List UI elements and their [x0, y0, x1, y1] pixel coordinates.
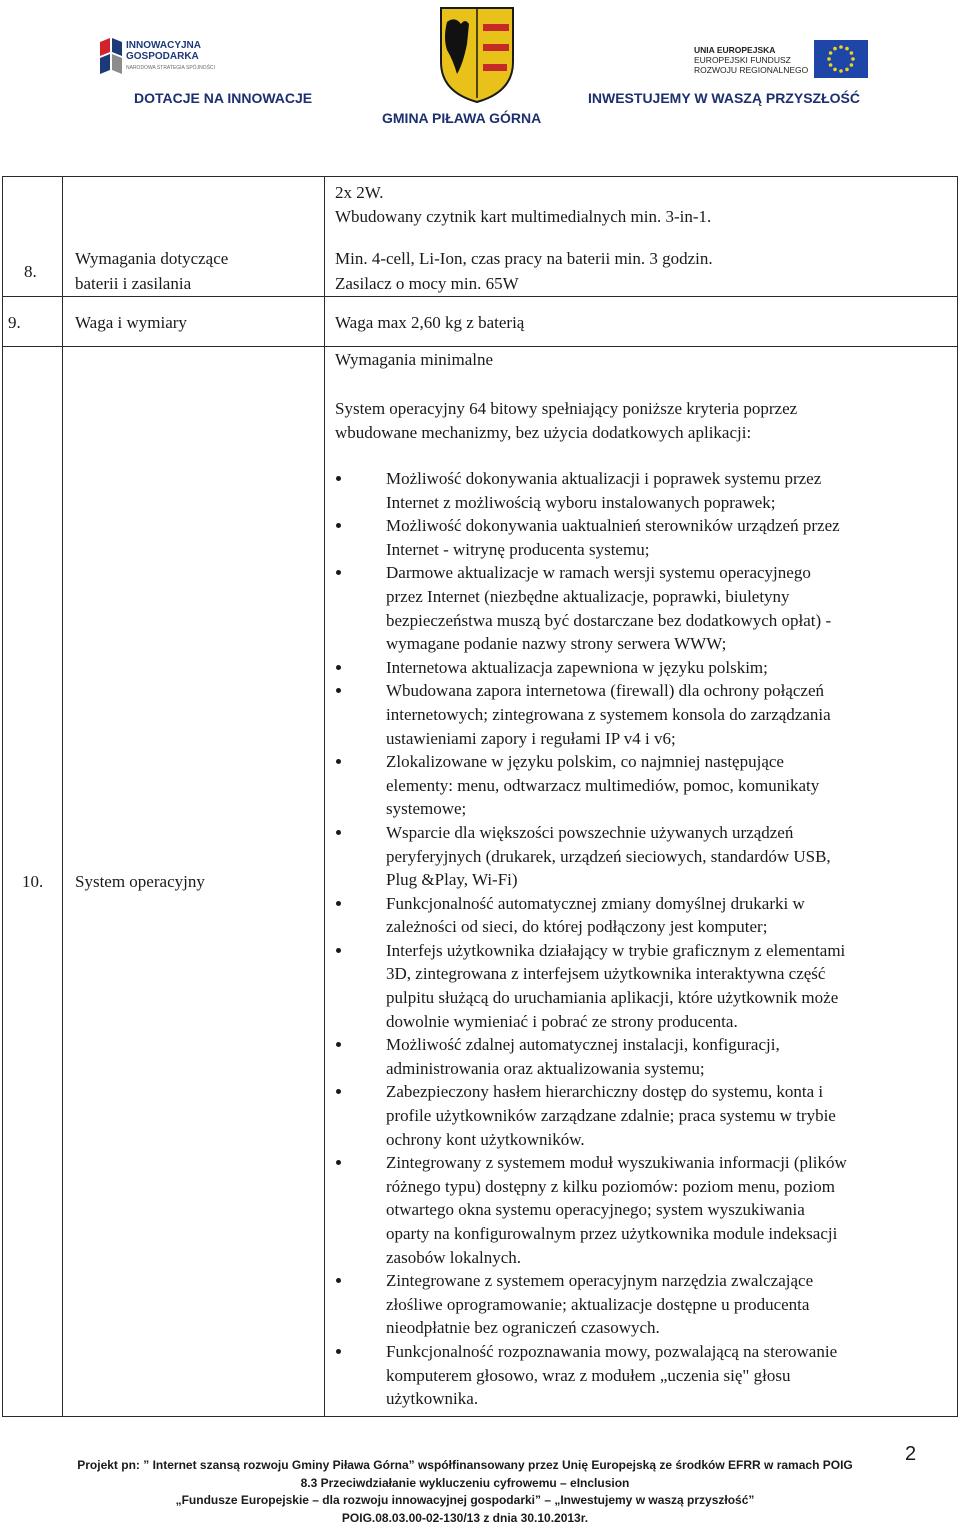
- requirement-text-line: Zabezpieczony hasłem hierarchiczny dostęp do systemu, konta i: [386, 1082, 824, 1102]
- row8-name-line2: baterii i zasilania: [75, 274, 192, 293]
- requirement-list-item: [330, 467, 955, 514]
- requirement-list-item: [330, 1080, 955, 1151]
- table-border-right: [957, 176, 958, 1417]
- requirement-text-line: profile użytkowników zarządzane zdalnie; praca systemu w trybie: [386, 1106, 836, 1126]
- requirement-text-line: systemowe;: [386, 799, 467, 819]
- bullet-icon: [336, 665, 341, 670]
- requirement-text-line: zasobów lokalnych.: [386, 1247, 522, 1267]
- coat-of-arms-icon: [437, 4, 517, 104]
- requirement-text-line: internetowych; zintegrowana z systemem konsola do zarządzania: [386, 704, 831, 724]
- row8-value-line2: Zasilacz o mocy min. 65W: [335, 274, 519, 293]
- table-border-left: [2, 176, 3, 1417]
- requirement-text-line: przez Internet (niezbędne aktualizacje, poprawki, biuletyny: [386, 586, 790, 606]
- requirement-text-line: Internet - witrynę producenta systemu;: [386, 539, 650, 559]
- requirement-text-line: pulpitu służącą do uruchamiania aplikacji, które użytkownik może: [386, 988, 839, 1008]
- requirement-list-item: [330, 1269, 955, 1340]
- page-footer: [0, 1450, 960, 1529]
- requirement-text-line: otwartego okna systemu operacyjnego; system wyszukiwania: [386, 1200, 805, 1220]
- eu-efrr-logo: [686, 38, 882, 82]
- requirement-text-line: Internet z możliwością wyboru instalowanych poprawek;: [386, 492, 776, 512]
- bullet-icon: [336, 1160, 341, 1165]
- requirement-text-line: ochrony kont użytkowników.: [386, 1129, 585, 1149]
- header-caption-left: DOTACJE NA INNOWACJE: [134, 90, 313, 106]
- requirement-text-line: Zlokalizowane w języku polskim, co najmniej następujące: [386, 752, 784, 772]
- table-col-divider-1: [62, 176, 63, 1417]
- table-border-top: [2, 176, 958, 177]
- row8-name-line1: Wymagania dotyczące: [75, 249, 229, 268]
- row-continuation-line2: Wbudowany czytnik kart multimedialnych min. 3-in-1.: [335, 207, 712, 226]
- bullet-icon: [336, 1278, 341, 1283]
- requirement-text-line: Możliwość zdalnej automatycznej instalacji, konfiguracji,: [386, 1035, 780, 1055]
- footer-line1: Projekt pn: ” Internet szansą rozwoju Gminy Piława Górna” współfinansowany przez Unię Europejską ze środków EFRR w ramach POIG: [77, 1458, 853, 1472]
- bullet-icon: [336, 1042, 341, 1047]
- row9-value: Waga max 2,60 kg z baterią: [335, 313, 525, 332]
- eu-flag-icon: [814, 40, 868, 78]
- innowacyjna-gospodarka-logo: [96, 34, 226, 86]
- eu-logo-text: [694, 45, 814, 75]
- requirement-text-line: dowolnie wymieniać i pobrać ze strony producenta.: [386, 1011, 738, 1031]
- bullet-icon: [336, 830, 341, 835]
- bullet-icon: [336, 476, 341, 481]
- requirement-text-line: złośliwe oprogramowanie; aktualizacje dostępne u producenta: [386, 1294, 810, 1314]
- requirement-list-item: [330, 1033, 955, 1080]
- requirement-text-line: Zintegrowany z systemem moduł wyszukiwania informacji (plików: [386, 1153, 847, 1173]
- requirement-text-line: Plug &Play, Wi-Fi): [386, 870, 518, 890]
- requirement-list-item: [330, 939, 955, 1033]
- requirement-list-item: [330, 1340, 955, 1411]
- eu-logo-line2: EUROPEJSKI FUNDUSZ: [694, 55, 791, 65]
- page-header: [0, 0, 960, 135]
- requirement-text-line: 3D, zintegrowana z interfejsem użytkownika interaktywna część: [386, 964, 826, 984]
- requirement-text-line: bezpieczeństwa muszą być dostarczane bez dodatkowych opłat) -: [386, 610, 832, 630]
- requirement-list-item: [330, 821, 955, 892]
- row10-number: 10.: [22, 872, 44, 891]
- requirement-text-line: komputerem głosowo, wraz z modułem „uczenia się" głosu: [386, 1365, 791, 1385]
- eu-logo-line1: UNIA EUROPEJSKA: [694, 45, 776, 55]
- bullet-icon: [336, 570, 341, 575]
- requirement-text-line: Zintegrowane z systemem operacyjnym narzędzia zwalczające: [386, 1271, 814, 1291]
- bullet-icon: [336, 523, 341, 528]
- header-caption-right: INWESTUJEMY W WASZĄ PRZYSZŁOŚĆ: [588, 90, 860, 106]
- bullet-icon: [336, 1089, 341, 1094]
- requirement-text-line: Wsparcie dla większości powszechnie używanych urządzeń: [386, 822, 794, 842]
- os-requirements-list: [330, 467, 955, 1411]
- requirement-list-item: [330, 1151, 955, 1269]
- table-col-divider-2: [324, 176, 325, 1417]
- requirement-text-line: Możliwość dokonywania uaktualnień sterowników urządzeń przez: [386, 516, 840, 536]
- requirement-list-item: [330, 750, 955, 821]
- row10-name: System operacyjny: [75, 872, 205, 891]
- row9-name: Waga i wymiary: [75, 313, 187, 332]
- requirement-text-line: zależności od sieci, do której podłączony jest komputer;: [386, 917, 768, 937]
- requirement-text-line: wymagane podanie nazwy strony serwera WWW;: [386, 634, 727, 654]
- requirement-text-line: peryferyjnych (drukarek, urządzeń sieciowych, standardów USB,: [386, 846, 831, 866]
- requirement-text-line: ustawieniami zapory i regułami IP v4 i v6;: [386, 728, 676, 748]
- ig-logo-text: INNOWACYJNA GOSPODARKA: [126, 40, 202, 62]
- requirement-text-line: Możliwość dokonywania aktualizacji i poprawek systemu przez: [386, 469, 822, 488]
- footer-line3: „Fundusze Europejskie – dla rozwoju innowacyjnej gospodarki” – „Inwestujemy w waszą przyszłość”: [175, 1493, 755, 1507]
- requirement-text-line: Internetowa aktualizacja zapewniona w języku polskim;: [386, 657, 768, 677]
- requirement-text-line: różnego typu) dostępny z kilku poziomów: poziom menu, poziom: [386, 1176, 836, 1196]
- row8-value-line1: Min. 4-cell, Li-Ion, czas pracy na baterii min. 3 godzin.: [335, 249, 713, 268]
- table-border-bottom: [2, 1416, 958, 1417]
- bullet-icon: [336, 901, 341, 906]
- requirement-text-line: Funkcjonalność automatycznej zmiany domyślnej drukarki w: [386, 893, 805, 913]
- requirement-list-item: [330, 892, 955, 939]
- row-continuation-line1: 2x 2W.: [335, 183, 384, 202]
- row-divider-9: [2, 346, 958, 347]
- requirement-text-line: Funkcjonalność rozpoznawania mowy, pozwalającą na sterowanie: [386, 1341, 838, 1361]
- page-number: 2: [905, 1443, 917, 1465]
- bullet-icon: [336, 1349, 341, 1354]
- row9-number: 9.: [8, 313, 21, 332]
- requirement-text-line: nieodpłatnie bez ograniczeń czasowych.: [386, 1318, 660, 1338]
- bullet-icon: [336, 948, 341, 953]
- requirement-text-line: Wbudowana zapora internetowa (firewall) dla ochrony połączeń: [386, 681, 825, 701]
- requirement-text-line: administrowania oraz aktualizowania systemu;: [386, 1058, 705, 1078]
- requirement-text-line: Interfejs użytkownika działający w trybie graficznym z elementami: [386, 940, 846, 960]
- row10-intro-line2: wbudowane mechanizmy, bez użycia dodatkowych aplikacji:: [335, 423, 752, 442]
- requirement-list-item: [330, 561, 955, 655]
- row8-number: 8.: [24, 262, 37, 281]
- row10-intro-line1: System operacyjny 64 bitowy spełniający poniższe kryteria poprzez: [335, 399, 798, 418]
- footer-line4: POIG.08.03.00-02-130/13 z dnia 30.10.2013r.: [341, 1511, 589, 1525]
- requirement-text-line: elementy: menu, odtwarzacz multimediów, pomoc, komunikaty: [386, 775, 820, 795]
- gmina-coat-of-arms: [437, 4, 517, 104]
- ig-logo-subtext: NARODOWA STRATEGIA SPÓJNOŚCI: [126, 65, 215, 71]
- requirement-list-item: [330, 679, 955, 750]
- eu-logo-line3: ROZWOJU REGIONALNEGO: [694, 65, 809, 75]
- bullet-icon: [336, 688, 341, 693]
- requirement-text-line: oparty na konfigurowalnym przez użytkownika module indeksacji: [386, 1224, 838, 1243]
- requirement-text-line: użytkownika.: [386, 1389, 479, 1409]
- ig-emblem-icon: [96, 38, 126, 74]
- header-caption-center: GMINA PIŁAWA GÓRNA: [382, 110, 542, 126]
- row-divider-8: [2, 296, 958, 297]
- bullet-icon: [336, 759, 341, 764]
- requirement-list-item: [330, 656, 955, 680]
- requirement-text-line: Darmowe aktualizacje w ramach wersji systemu operacyjnego: [386, 563, 811, 583]
- footer-line2: 8.3 Przeciwdziałanie wykluczeniu cyfrowemu – eInclusion: [300, 1476, 630, 1490]
- row10-heading: Wymagania minimalne: [335, 350, 494, 369]
- requirement-list-item: [330, 514, 955, 561]
